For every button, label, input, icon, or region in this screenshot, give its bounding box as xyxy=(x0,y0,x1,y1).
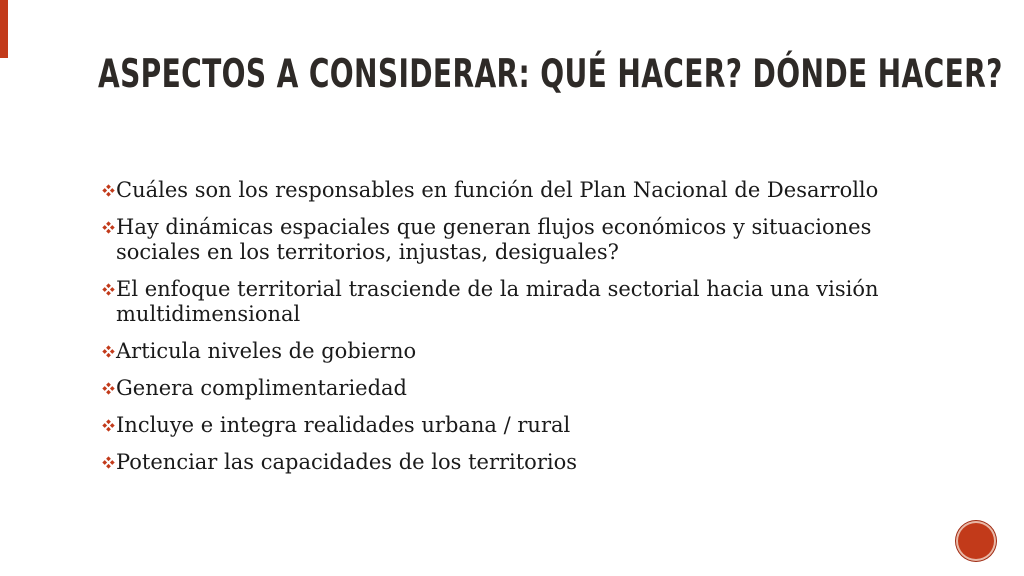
bullet-text: Genera complimentariedad xyxy=(116,376,407,400)
diamond-bullet-icon xyxy=(102,382,115,395)
diamond-bullet-icon xyxy=(102,283,115,296)
bullet-text: Articula niveles de gobierno xyxy=(116,339,417,363)
bullet-item xyxy=(102,178,902,203)
diamond-bullet-icon xyxy=(102,221,115,234)
bullet-item xyxy=(102,277,902,327)
bullet-item xyxy=(102,413,902,438)
bullet-text: Potenciar las capacidades de los territorios xyxy=(116,450,577,474)
diamond-bullet-icon xyxy=(102,345,115,358)
accent-corner-bar xyxy=(0,0,8,58)
slide-title: ASPECTOS A CONSIDERAR: QUÉ HACER? DÓNDE HACER? xyxy=(98,52,1003,97)
bullet-text: Hay dinámicas espaciales que generan flujos económicos y situaciones sociales en los territorios, injustas, desiguales? xyxy=(116,215,872,264)
diamond-bullet-icon xyxy=(102,456,115,469)
bullet-text: El enfoque territorial trasciende de la mirada sectorial hacia una visión multidimensional xyxy=(116,277,879,326)
bullet-item xyxy=(102,376,902,401)
diamond-bullet-icon xyxy=(102,419,115,432)
bullet-item xyxy=(102,450,902,475)
diamond-bullet-icon xyxy=(102,184,115,197)
bullet-item xyxy=(102,339,902,364)
bullet-text: Cuáles son los responsables en función del Plan Nacional de Desarrollo xyxy=(116,178,879,202)
bullet-list xyxy=(102,178,902,487)
bullet-text: Incluye e integra realidades urbana / rural xyxy=(116,413,571,437)
bullet-item xyxy=(102,215,902,265)
page-number-badge xyxy=(956,521,996,561)
